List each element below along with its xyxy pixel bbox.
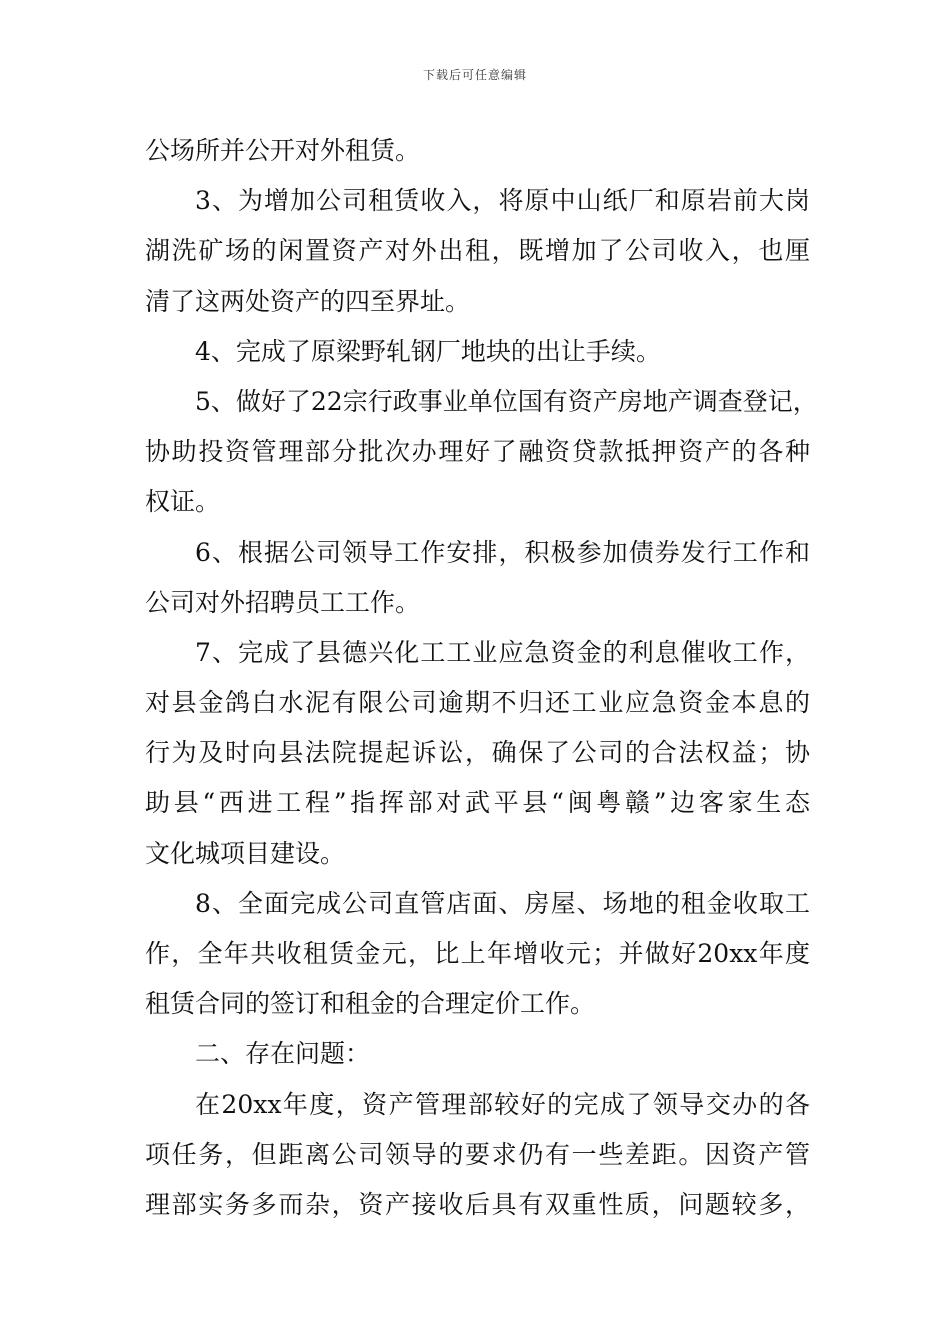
- text-line: 7、完成了县德兴化工工业应急资金的利息催收工作，: [195, 637, 810, 667]
- text-line: 5、做好了22宗行政事业单位国有资产房地产调查登记，: [195, 386, 818, 416]
- text-line: 8、全面完成公司直管店面、房屋、场地的租金收取工: [195, 888, 810, 918]
- text-line: 文化城项目建设。: [145, 838, 346, 868]
- text-line: 对县金鸽白水泥有限公司逾期不归还工业应急资金本息的: [145, 688, 810, 718]
- text-line: 二、存在问题：: [195, 1039, 371, 1069]
- text-line: 项任务，但距离公司领导的要求仍有一些差距。因资产管: [145, 1139, 810, 1169]
- text-line: 6、根据公司领导工作安排，积极参加债券发行工作和: [195, 537, 810, 567]
- text-line: 4、完成了原梁野轧钢厂地块的出让手续。: [195, 336, 661, 366]
- document-body: [145, 126, 818, 1230]
- text-line: 助县“西进工程”指挥部对武平县“闽粤赣”边客家生态: [145, 788, 810, 818]
- text-line: 清了这两处资产的四至界址。: [145, 286, 471, 316]
- text-line: 理部实务多而杂，资产接收后具有双重性质，问题较多，: [145, 1189, 810, 1219]
- text-line: 权证。: [145, 487, 221, 517]
- text-line: 租赁合同的签订和租金的合理定价工作。: [145, 989, 596, 1019]
- text-line: 湖洗矿场的闲置资产对外出租，既增加了公司收入，也厘: [145, 236, 810, 266]
- text-line: 作，全年共收租赁金元，比上年增收元；并做好20xx年度: [145, 939, 810, 968]
- text-line: 行为及时向县法院提起诉讼，确保了公司的合法权益；协: [145, 738, 810, 768]
- text-line: 在20xx年度，资产管理部较好的完成了领导交办的各: [195, 1089, 810, 1119]
- header-note: 下载后可任意编辑: [422, 68, 527, 82]
- text-line: 3、为增加公司租赁收入，将原中山纸厂和原岩前大岗: [195, 186, 810, 216]
- text-line: 公场所并公开对外租赁。: [145, 136, 421, 165]
- text-line: 协助投资管理部分批次办理好了融资贷款抵押资产的各种: [145, 437, 810, 467]
- text-line: 公司对外招聘员工工作。: [145, 587, 421, 617]
